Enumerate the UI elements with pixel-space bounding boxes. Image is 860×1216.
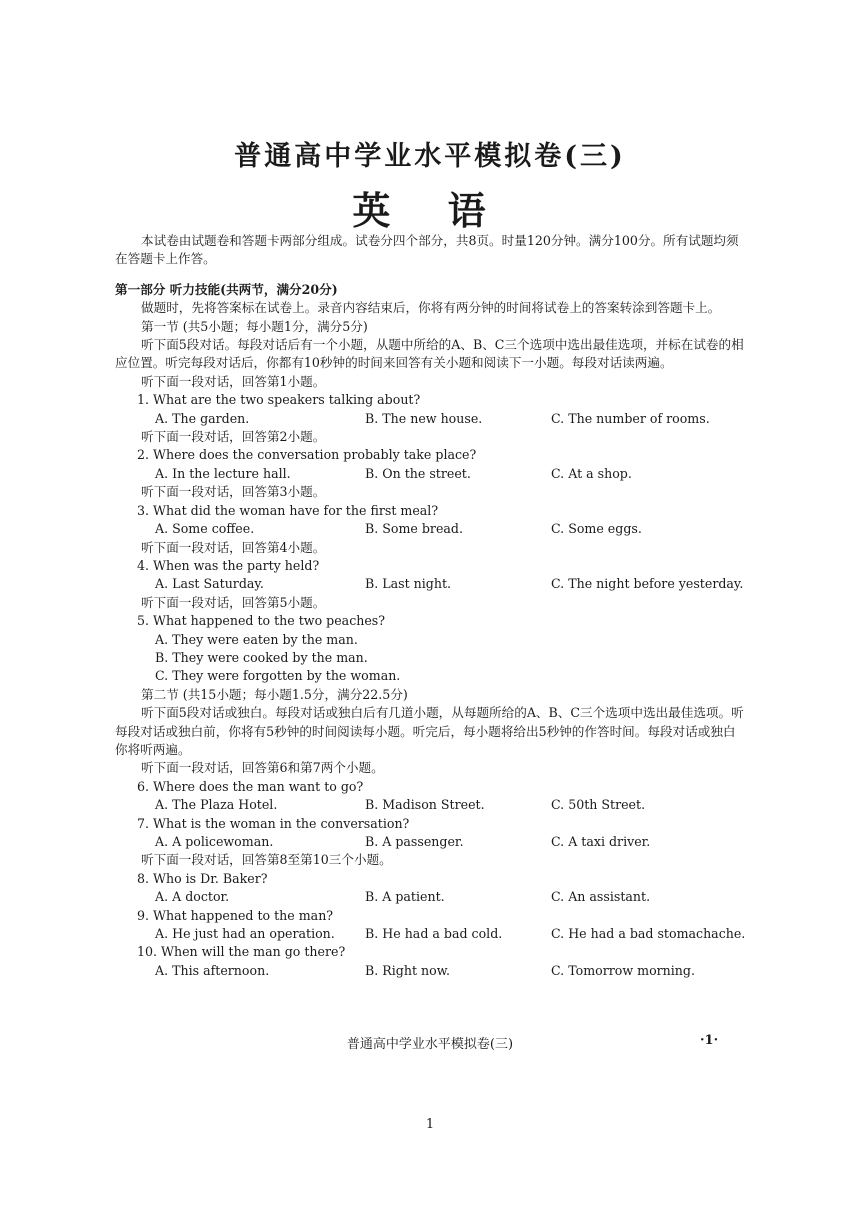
option-b: B. Some bread. [365,521,463,537]
option-b: B. They were cooked by the man. [155,649,368,665]
question-text: 5. What happened to the two peaches? [137,613,386,629]
option-c: C. Tomorrow morning. [551,962,695,978]
options-row [115,925,747,943]
footer-page-marker: ·1· [700,1033,719,1048]
options-row [115,465,747,483]
option-c: C. He had a bad stomachache. [551,926,746,942]
question-lead: 听下面一段对话，回答第3小题。 [141,484,326,500]
options-row [115,833,747,851]
options-row [115,796,747,814]
question-text: 8. Who is Dr. Baker? [137,870,268,886]
option-a: A. He just had an operation. [155,926,335,942]
question-lead: 听下面一段对话，回答第1小题。 [141,373,326,389]
option-c: C. The night before yesterday. [551,576,744,592]
question-text: 1. What are the two speakers talking about? [137,392,421,408]
option-a: A. A policewoman. [155,834,274,849]
options-row [115,888,747,906]
question-text: 7. What is the woman in the conversation? [137,815,410,831]
part1-instruction: 做题时，先将答案标在试卷上。录音内容结束后，你将有两分钟的时间将试卷上的答案转涂到答题卡上。 [141,300,721,316]
question-text: 6. Where does the man want to go? [137,778,364,794]
subject-title: 英 语 [352,188,508,233]
option-b: B. A passenger. [365,834,464,849]
option-a: A. They were eaten by the man. [155,631,358,647]
page-number: 1 [425,1117,435,1132]
question-lead: 听下面一段对话，回答第8至第10三个小题。 [141,852,392,868]
footer-title: 普通高中学业水平模拟卷(三) [346,1037,514,1052]
question-lead: 听下面一段对话，回答第6和第7两个小题。 [141,760,384,776]
option-b: B. Last night. [365,576,452,592]
options-row [115,520,747,538]
question-text: 2. Where does the conversation probably take place? [137,447,477,463]
option-b: B. A patient. [365,889,445,905]
option-b: B. He had a bad cold. [365,926,503,942]
options-row [115,575,747,593]
option-c: C. Some eggs. [551,521,642,537]
option-a: A. Some coffee. [155,521,255,537]
exam-title: 普通高中学业水平模拟卷(三) [234,141,626,172]
option-a: A. The garden. [155,410,250,426]
section2-instruction: 听下面5段对话或独白。每段对话或独白后有几道小题，从每题所给的A、B、C三个选项中选出最佳选项。听每段对话或独白前，你将有5秒钟的时间阅读每小题。听完后，每小题将给出5秒钟的作答时间。每段对话或独白你将听两遍。 [115,705,744,757]
option-c: C. They were forgotten by the woman. [155,668,401,684]
question-text: 4. When was the party held? [137,557,320,573]
option-a: A. The Plaza Hotel. [155,797,278,813]
section2-heading: 第二节 (共15小题；每小题1.5分，满分22.5分) [141,686,408,702]
exam-content [115,232,747,980]
option-b: B. On the street. [365,465,471,481]
option-c: C. 50th Street. [551,797,646,813]
option-c: C. An assistant. [551,889,651,905]
intro-paragraph: 本试卷由试题卷和答题卡两部分组成。试卷分四个部分，共8页。时量120分钟。满分100分。所有试题均须在答题卡上作答。 [115,233,739,267]
option-a: A. This afternoon. [155,962,270,978]
option-a: A. Last Saturday. [155,576,264,592]
option-c: C. The number of rooms. [551,410,710,426]
option-a: A. A doctor. [155,889,230,905]
question-text: 3. What did the woman have for the first meal? [137,502,439,518]
section1-instruction: 听下面5段对话。每段对话后有一个小题，从题中所给的A、B、C三个选项中选出最佳选项，并标在试卷的相应位置。听完每段对话后，你都有10秒钟的时间来回答有关小题和阅读下一小题。每段对话读两遍。 [115,337,744,371]
question-text: 9. What happened to the man? [137,907,334,923]
option-c: C. At a shop. [551,465,632,481]
option-a: A. In the lecture hall. [155,465,291,481]
question-text: 10. When will the man go there? [137,944,346,960]
question-lead: 听下面一段对话，回答第4小题。 [141,539,326,555]
option-b: B. Madison Street. [365,797,485,813]
question-lead: 听下面一段对话，回答第5小题。 [141,594,326,610]
section1-heading: 第一节 (共5小题；每小题1分，满分5分) [141,318,368,334]
part1-heading: 第一部分 听力技能(共两节，满分20分) [115,281,338,297]
options-row [115,962,747,980]
option-b: B. The new house. [365,410,483,426]
option-c: C. A taxi driver. [551,834,651,849]
option-b: B. Right now. [365,962,450,978]
options-row [115,410,747,428]
question-lead: 听下面一段对话，回答第2小题。 [141,429,326,445]
